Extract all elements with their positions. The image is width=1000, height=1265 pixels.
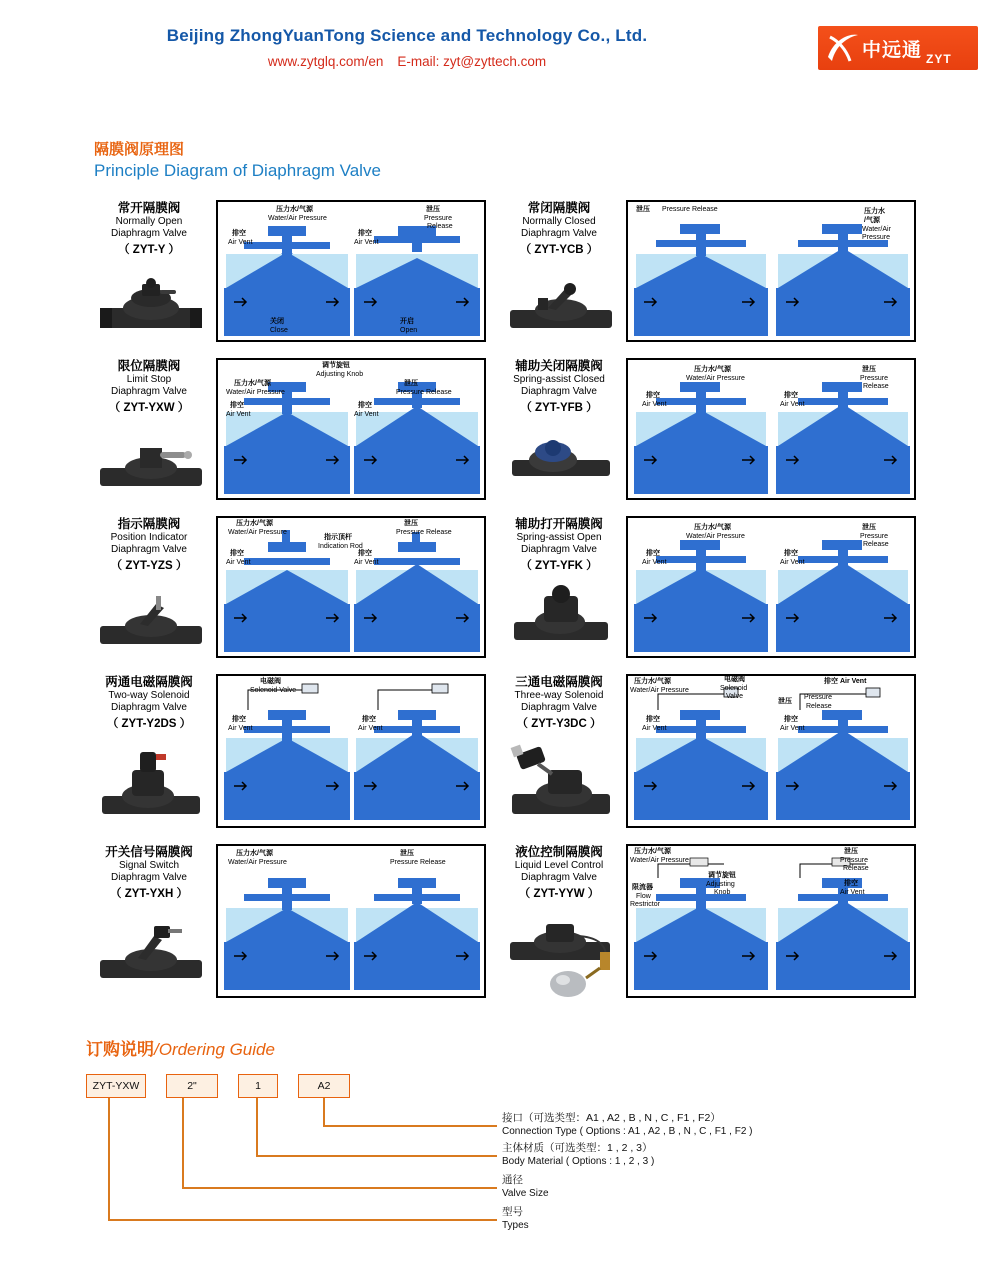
note-material xyxy=(502,1142,654,1168)
label-release-en: Pressure Release xyxy=(390,859,446,866)
label-vent-cn-b: 排空 xyxy=(784,716,798,723)
valve-name-cn: 常开隔膜阀 xyxy=(117,201,181,215)
label-release-en1: Pressure xyxy=(860,533,889,540)
label-release-en1: Pressure xyxy=(424,215,453,222)
label-pressure-en: Water/Air Pressure xyxy=(630,687,689,694)
valve-name-en2: Diaphragm Valve xyxy=(111,228,187,239)
valve-label-zyt-y2ds xyxy=(86,674,212,732)
label-open-cn: 开启 xyxy=(400,318,414,325)
label-solenoid-cn: 电磁阀 xyxy=(724,676,745,683)
leader-line-connection-v xyxy=(323,1098,325,1126)
label-solenoid-en: Solenoid Valve xyxy=(250,687,297,694)
valve-label-zyt-yfb xyxy=(496,358,622,416)
ordering-title-en: /Ordering Guide xyxy=(154,1040,275,1059)
label-release-cn: 泄压 xyxy=(404,520,418,527)
swoosh-icon xyxy=(824,31,860,65)
valve-name-en1: Liquid Level Control xyxy=(514,860,604,871)
label-vent-cn-a: 排空 xyxy=(230,402,244,409)
leader-line-size-v xyxy=(182,1098,184,1188)
label-pressure-cn: 压力水/气源 xyxy=(236,850,273,857)
valve-diagram-zyt-yzs xyxy=(216,516,486,658)
valve-label-zyt-y xyxy=(86,200,212,258)
label-pressure-cn: 压力水/气源 xyxy=(634,848,671,855)
label-vent-cn-b: 排空 xyxy=(358,230,372,237)
order-box-material[interactable]: 1 xyxy=(238,1074,278,1098)
valve-code: （ ZYT-YFK ） xyxy=(520,560,598,572)
company-name: Beijing ZhongYuanTong Science and Technology Co., Ltd. xyxy=(166,26,648,45)
label-pressure-cn2: /气源 xyxy=(864,217,880,224)
valve-name-cn: 开关信号隔膜阀 xyxy=(105,845,193,859)
valve-photo-zyt-y xyxy=(98,274,204,336)
valve-name-cn: 辅助关闭隔膜阀 xyxy=(515,359,603,373)
valve-name-en2: Diaphragm Valve xyxy=(111,702,187,713)
label-release-en2: Release xyxy=(863,541,889,548)
note-types xyxy=(502,1206,529,1232)
logo-chinese-text: 中远通 xyxy=(862,39,923,61)
valve-name-en1: Normally Closed xyxy=(522,216,596,227)
label-restrictor-cn: 限流器 xyxy=(632,884,653,891)
label-vent-en-a: Air Vent xyxy=(642,401,667,408)
label-vent-cn-a: 排空 xyxy=(646,392,660,399)
label-pressure-en1: Water/Air xyxy=(862,226,891,233)
note-types-en: Types xyxy=(502,1220,529,1231)
valve-code: （ ZYT-YXH ） xyxy=(110,888,188,900)
valve-photo-zyt-yfb xyxy=(508,426,614,488)
label-vent-cn-a: 排空 xyxy=(230,550,244,557)
order-box-size[interactable]: 2" xyxy=(166,1074,218,1098)
label-pressure-en2: Pressure xyxy=(862,234,891,241)
valve-diagram-zyt-y3dc xyxy=(626,674,916,828)
label-release-en2: Release xyxy=(427,223,453,230)
label-vent-en-b: Air Vent xyxy=(780,559,805,566)
label-vent-en-a: Air Vent xyxy=(226,411,251,418)
valve-code: （ ZYT-YFB ） xyxy=(520,402,598,414)
valve-photo-zyt-y3dc xyxy=(508,736,614,826)
note-connection-cn: 接口（可选类型：A1 , A2 , B , N , C , F1 , F2） xyxy=(502,1112,721,1124)
label-release-cn: 泄压 xyxy=(404,380,418,387)
label-vent-cn: 排空 xyxy=(844,880,858,887)
valve-name-en1: Limit Stop xyxy=(126,374,172,385)
valve-label-zyt-y3dc xyxy=(496,674,622,732)
valve-name-en1: Two-way Solenoid xyxy=(108,690,190,701)
valve-row-1 xyxy=(86,200,916,348)
label-vent-cn-b: 排空 xyxy=(358,550,372,557)
label-release-cn: 泄压 xyxy=(844,848,858,855)
valve-name-en2: Diaphragm Valve xyxy=(521,872,597,883)
label-release-en2: Release xyxy=(806,703,832,710)
label-vent-cn-b: 排空 xyxy=(358,402,372,409)
label-knob-en: Adjusting Knob xyxy=(316,371,364,378)
label-pressure-cn: 压力水/气源 xyxy=(234,380,271,387)
valve-name-en1: Normally Open xyxy=(115,216,183,227)
label-pressure-en: Water/Air Pressure xyxy=(228,529,287,536)
label-release-en1: Pressure xyxy=(860,375,889,382)
valve-name-en2: Diaphragm Valve xyxy=(521,228,597,239)
company-logo xyxy=(818,26,978,70)
label-close-en: Close xyxy=(270,327,288,334)
label-vent-cn-a: 排空 xyxy=(232,716,246,723)
note-connection xyxy=(502,1112,752,1138)
valve-name-en2: Diaphragm Valve xyxy=(521,386,597,397)
valve-diagram-zyt-y xyxy=(216,200,486,342)
valve-name-en2: Diaphragm Valve xyxy=(111,386,187,397)
label-vent-en: Air Vent xyxy=(840,889,865,896)
valve-name-en2: Diaphragm Valve xyxy=(111,872,187,883)
valve-name-cn: 限位隔膜阀 xyxy=(117,359,181,373)
label-open-en: Open xyxy=(400,327,418,334)
leader-line-types-h xyxy=(108,1219,497,1221)
label-rod-cn: 指示顶杆 xyxy=(324,534,352,541)
label-solenoid-cn: 电磁阀 xyxy=(260,678,281,685)
label-vent-cn-a: 排空 xyxy=(232,230,246,237)
label-knob-en1: Adjusting xyxy=(706,881,735,888)
valve-name-en2: Diaphragm Valve xyxy=(521,544,597,555)
label-release-cn: 泄压 xyxy=(862,524,876,531)
label-release-en1: Pressure xyxy=(840,857,869,864)
valve-name-en1: Position Indicator xyxy=(110,532,188,543)
label-release-en: Pressure Release xyxy=(396,389,452,396)
valve-name-en2: Diaphragm Valve xyxy=(521,702,597,713)
label-vent-en-a: Air Vent xyxy=(642,559,667,566)
contact-line xyxy=(0,54,814,69)
label-release-cn: 泄压 xyxy=(862,366,876,373)
label-vent-cn-b: 排空 xyxy=(784,550,798,557)
ordering-guide-title xyxy=(86,1035,275,1060)
section-title-cn: 隔膜阀原理图 xyxy=(94,141,185,158)
valve-name-cn: 指示隔膜阀 xyxy=(117,517,181,531)
label-restrictor-en2: Restrictor xyxy=(630,901,660,908)
label-release-en: Pressure Release xyxy=(396,529,452,536)
valve-name-en1: Signal Switch xyxy=(118,860,180,871)
label-vent-en-a: Air Vent xyxy=(228,239,253,246)
label-knob-en2: Knob xyxy=(714,889,731,896)
valve-code: （ ZYT-Y2DS ） xyxy=(106,718,192,730)
note-size xyxy=(502,1174,549,1200)
label-knob-cn: 调节旋钮 xyxy=(708,872,736,879)
ordering-guide-diagram xyxy=(86,1068,916,1248)
valve-row-5 xyxy=(86,844,916,1004)
valve-name-en2: Diaphragm Valve xyxy=(111,544,187,555)
label-vent-en-b: Air Vent xyxy=(354,239,379,246)
valve-row-3 xyxy=(86,516,916,664)
label-vent-cn-a: 排空 xyxy=(646,550,660,557)
label-vent-en-a: Air Vent xyxy=(226,559,251,566)
label-vent-cn-b: 排空 xyxy=(362,716,376,723)
logo-latin-text: ZYT xyxy=(926,52,952,66)
valve-photo-zyt-yfk xyxy=(508,578,614,650)
label-pressure-cn: 压力水/气源 xyxy=(634,678,671,685)
valve-photo-zyt-ycb xyxy=(508,274,614,336)
leader-line-material-v xyxy=(256,1098,258,1156)
label-vent-cn-a: 排空 xyxy=(646,716,660,723)
valve-label-zyt-yxw xyxy=(86,358,212,416)
valve-row-2 xyxy=(86,358,916,506)
note-material-en: Body Material ( Options : 1 , 2 , 3 ) xyxy=(502,1156,655,1167)
valve-diagram-zyt-yxw xyxy=(216,358,486,500)
label-vent-cn-b: 排空 xyxy=(784,392,798,399)
valve-label-zyt-yfk xyxy=(496,516,622,574)
label-pressure-cn: 压力水/气源 xyxy=(236,520,273,527)
label-pressure-cn: 压力水/气源 xyxy=(694,524,731,531)
label-release-en2: Release xyxy=(843,865,869,872)
valve-photo-zyt-yxh xyxy=(98,916,204,986)
leader-line-types-v xyxy=(108,1098,110,1220)
header-text-block xyxy=(0,26,814,69)
valve-label-zyt-ycb xyxy=(496,200,622,258)
label-solenoid-en2: Valve xyxy=(726,693,743,700)
website-link[interactable]: www.zytglq.com/en xyxy=(267,54,384,69)
label-release-en1: Pressure xyxy=(804,694,833,701)
label-pressure-en: Water/Air Pressure xyxy=(268,215,327,222)
label-close-cn: 关闭 xyxy=(270,318,284,325)
section-title xyxy=(94,140,381,182)
note-types-cn: 型号 xyxy=(502,1206,523,1218)
label-solenoid-en1: Solenoid xyxy=(720,685,748,692)
note-size-en: Valve Size xyxy=(502,1188,549,1199)
valve-photo-zyt-yzs xyxy=(98,588,204,650)
label-release-cn: 泄压 xyxy=(778,698,792,705)
label-vent-top: 排空 Air Vent xyxy=(824,678,867,685)
valve-photo-zyt-yxw xyxy=(98,430,204,492)
email-text[interactable]: E-mail: zyt@zyttech.com xyxy=(397,54,547,69)
valve-name-cn: 三通电磁隔膜阀 xyxy=(515,675,603,689)
label-pressure-en: Water/Air Pressure xyxy=(686,375,745,382)
valve-code: （ ZYT-Y3DC ） xyxy=(516,718,602,730)
valve-diagram-zyt-ycb xyxy=(626,200,916,342)
label-release-cn: 泄压 xyxy=(636,206,650,213)
valve-label-zyt-yyw xyxy=(496,844,622,902)
valve-diagram-zyt-yfb xyxy=(626,358,916,500)
note-material-cn: 主体材质（可选类型：1 , 2 , 3） xyxy=(502,1142,653,1154)
leader-line-size-h xyxy=(182,1187,497,1189)
valve-photo-zyt-yyw xyxy=(508,910,614,1000)
valve-label-zyt-yzs xyxy=(86,516,212,574)
order-box-connection[interactable]: A2 xyxy=(298,1074,350,1098)
label-vent-en-b: Air Vent xyxy=(358,725,383,732)
valve-name-cn: 两通电磁隔膜阀 xyxy=(105,675,193,689)
label-release-cn: 泄压 xyxy=(426,206,440,213)
section-title-en: Principle Diagram of Diaphragm Valve xyxy=(94,161,381,180)
label-pressure-cn: 压力水 xyxy=(864,208,885,215)
valve-grid xyxy=(86,200,916,1014)
label-vent-en-a: Air Vent xyxy=(642,725,667,732)
valve-name-cn: 常闭隔膜阀 xyxy=(527,201,591,215)
label-vent-en-b: Air Vent xyxy=(354,559,379,566)
valve-photo-zyt-y2ds xyxy=(98,740,204,826)
valve-diagram-zyt-yfk xyxy=(626,516,916,658)
label-vent-en-a: Air Vent xyxy=(228,725,253,732)
valve-name-en1: Three-way Solenoid xyxy=(514,690,604,701)
valve-code: （ ZYT-YCB ） xyxy=(519,244,599,256)
label-restrictor-en1: Flow xyxy=(636,893,651,900)
label-release-cn: 泄压 xyxy=(400,850,414,857)
valve-name-en1: Spring-assist Open xyxy=(516,532,602,543)
leader-line-material-h xyxy=(256,1155,497,1157)
valve-diagram-zyt-yxh xyxy=(216,844,486,998)
page-header xyxy=(0,0,1000,96)
label-vent-en-b: Air Vent xyxy=(354,411,379,418)
valve-row-4 xyxy=(86,674,916,834)
label-pressure-en: Water/Air Pressure xyxy=(630,857,689,864)
ordering-title-cn: 订购说明 xyxy=(86,1040,154,1059)
label-pressure-cn: 压力水/气源 xyxy=(694,366,731,373)
valve-code: （ ZYT-YYW ） xyxy=(518,888,600,900)
label-vent-en-b: Air Vent xyxy=(780,401,805,408)
valve-label-zyt-yxh xyxy=(86,844,212,902)
label-pressure-en: Water/Air Pressure xyxy=(686,533,745,540)
order-box-type[interactable]: ZYT-YXW xyxy=(86,1074,146,1098)
label-rod-en: Indication Rod xyxy=(318,543,363,550)
note-connection-en: Connection Type ( Options : A1 , A2 , B , N , C , F1 , F2 ) xyxy=(502,1126,753,1137)
valve-code: （ ZYT-YZS ） xyxy=(110,560,188,572)
leader-line-connection-h xyxy=(323,1125,497,1127)
note-size-cn: 通径 xyxy=(502,1174,523,1186)
valve-code: （ ZYT-YXW ） xyxy=(108,402,190,414)
valve-name-en1: Spring-assist Closed xyxy=(513,374,605,385)
valve-name-cn: 辅助打开隔膜阀 xyxy=(515,517,603,531)
label-knob-cn: 调节旋钮 xyxy=(322,362,350,369)
valve-name-cn: 液位控制隔膜阀 xyxy=(515,845,603,859)
label-pressure-en: Water/Air Pressure xyxy=(228,859,287,866)
label-release-en2: Release xyxy=(863,383,889,390)
valve-diagram-zyt-yyw xyxy=(626,844,916,998)
valve-code: （ ZYT-Y ） xyxy=(118,244,180,256)
label-pressure-cn: 压力水/气源 xyxy=(276,206,313,213)
label-release-en: Pressure Release xyxy=(662,206,718,213)
label-pressure-en: Water/Air Pressure xyxy=(226,389,285,396)
valve-diagram-zyt-y2ds xyxy=(216,674,486,828)
label-vent-en-b: Air Vent xyxy=(780,725,805,732)
